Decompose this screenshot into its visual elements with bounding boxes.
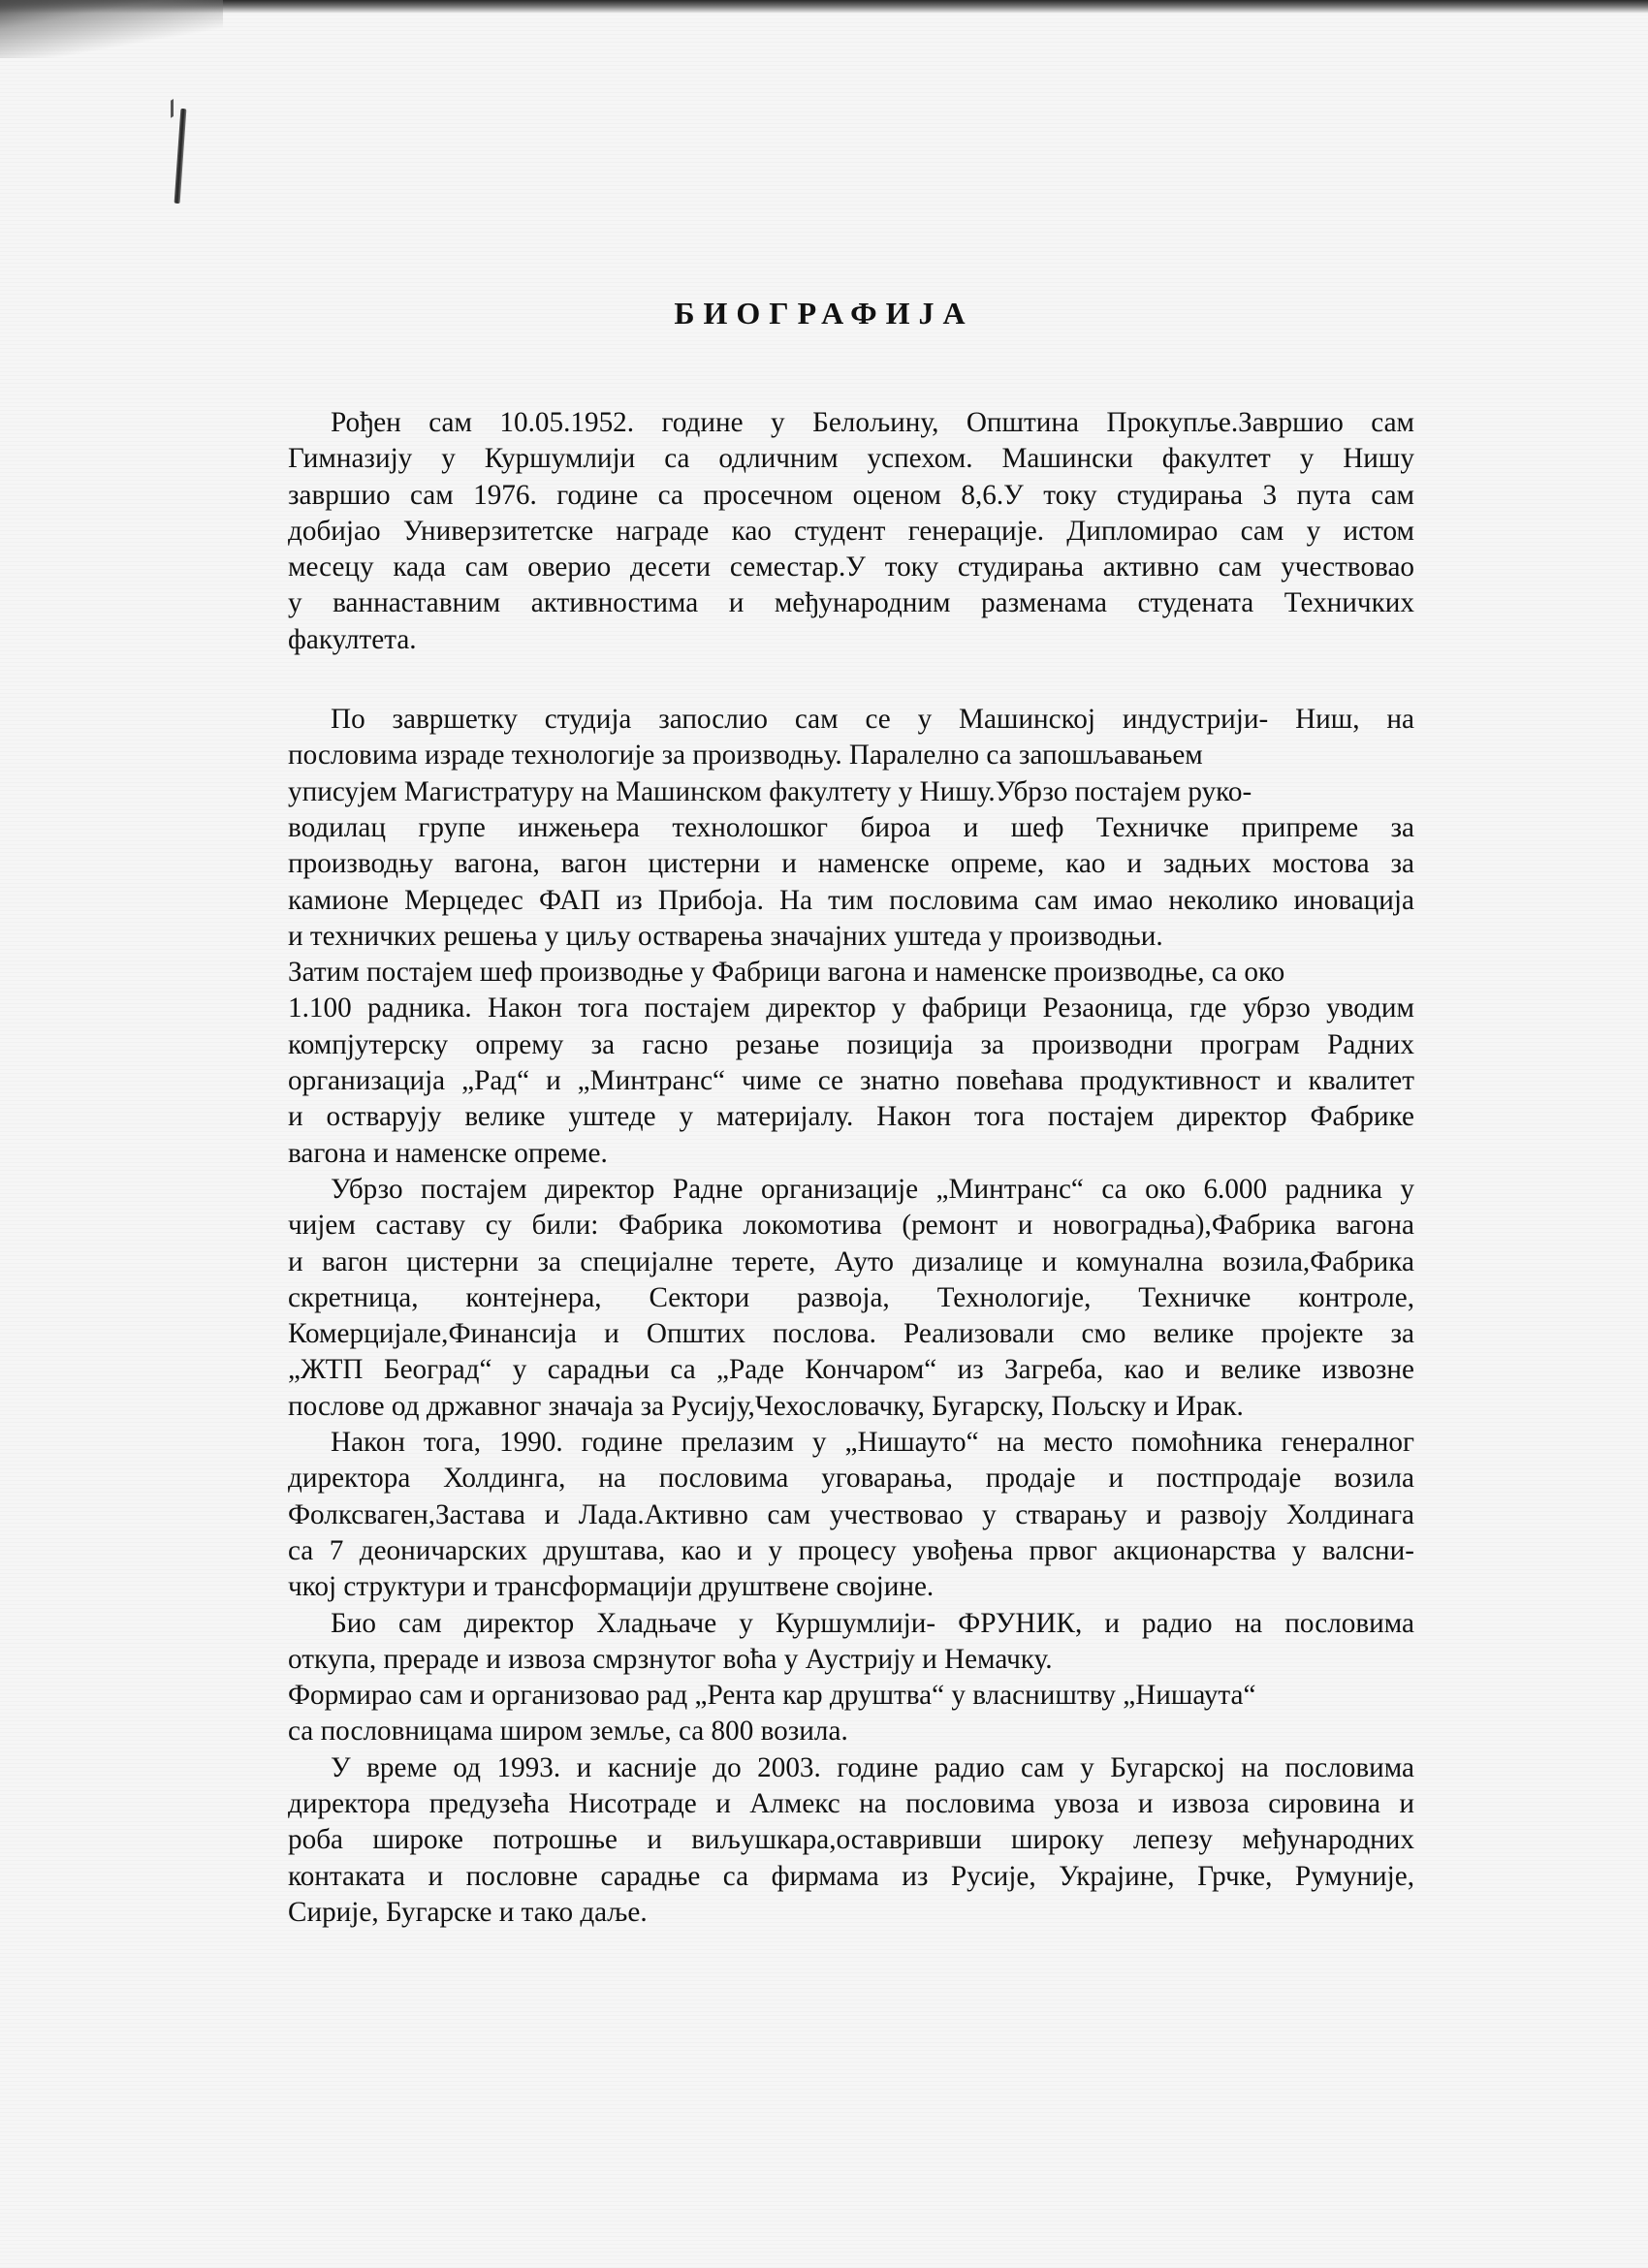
text-line: добијао Универзитетске награде као студент генерације. Дипломирао сам у истом [288, 515, 1414, 547]
text-line: Након тога, 1990. године прелазим у „Нишауто“ на место помоћника генералног [331, 1427, 1414, 1459]
text-line: У време од 1993. и касније до 2003. године радио сам у Бугарској на пословима [331, 1751, 1414, 1783]
text-line: и остварују велике уштеде у материјалу. Након тога постајем директор Фабрике [288, 1101, 1414, 1133]
text-line: Био сам директор Хладњаче у Куршумлији- ФРУНИК, и радио на пословима [331, 1607, 1414, 1639]
paragraph [288, 405, 1414, 658]
text-line: и вагон цистерни за специјалне терете, Ауто дизалице и комунална возила,Фабрика [288, 1245, 1414, 1277]
text-line: Гимназију у Куршумлији са одличним успехом. Машински факултет у Нишу [288, 443, 1414, 475]
text-line: завршио сам 1976. године са просечном оценом 8,6.У току студирања 3 пута сам [288, 479, 1414, 511]
text-line: у ваннаставним активностима и међународним разменама студената Техничких [288, 587, 1414, 619]
paragraph [288, 702, 1414, 1931]
scan-shadow-top [0, 0, 1648, 14]
text-line: вагона и наменске опреме. [288, 1137, 608, 1169]
text-line: водилац групе инжењера технолошког бироа и шеф Техничке припреме за [288, 811, 1414, 843]
text-line: са 7 деоничарских друштава, као и у процесу увођења првог акционарства у валсни- [288, 1534, 1414, 1566]
text-line: производњу вагона, вагон цистерни и наменске опреме, као и задњих мостова за [288, 848, 1414, 880]
text-line: и техничких решења у циљу остварења значајних уштеда у производњи. [288, 920, 1163, 952]
text-line: пословима израде технологије за производњу. Паралелно са запошљавањем [288, 740, 1203, 772]
text-line: Убрзо постајем директор Радне организације „Минтранс“ са око 6.000 радника у [331, 1173, 1414, 1205]
text-line: послове од државног значаја за Русију,Чехословачку, Бугарску, Пољску и Ирак. [288, 1390, 1244, 1422]
text-line: скретница, контејнера, Сектори развоја, Технологије, Техничке контроле, [288, 1281, 1414, 1313]
text-line: Формирао сам и организовао рад „Рента кар друштва“ у власништву „Нишаута“ [288, 1680, 1256, 1712]
text-line: организација „Рад“ и „Минтранс“ чиме се знатно повећава продуктивност и квалитет [288, 1065, 1414, 1097]
text-line: директора предузећа Нисотраде и Алмекс на пословима увоза и извоза сировина и [288, 1787, 1414, 1819]
text-line: месецу када сам оверио десети семестар.У току студирања активно сам учествовао [288, 551, 1414, 583]
document-title: БИОГРАФИЈА [674, 296, 974, 331]
text-line: Рођен сам 10.05.1952. године у Белољину, Општина Прокупље.Завршио сам [331, 407, 1414, 438]
text-line: роба широке потрошње и виљушкара,оставривши широку лепезу међународних [288, 1824, 1414, 1856]
text-line: директора Холдинга, на пословима уговарања, продаје и постпродаје возила [288, 1463, 1414, 1495]
text-line: компјутерску опрему за гасно резање позиција за производни програм Радних [288, 1028, 1414, 1060]
text-line: откупа, прераде и извоза смрзнутог воћа у Аустрију и Немачку. [288, 1643, 1053, 1675]
biography-body [288, 405, 1414, 1931]
text-line: Сирије, Бугарске и тако даље. [288, 1896, 648, 1928]
staple [174, 109, 187, 204]
text-line: са пословницама широм земље, са 800 возила. [288, 1716, 848, 1748]
text-line: „ЖТП Београд“ у сарадњи са „Раде Кончаром“ из Загреба, као и велике извозне [288, 1354, 1414, 1386]
text-line: чкој структури и трансформацији друштвене својине. [288, 1571, 935, 1603]
text-line: Фолксваген,Застава и Лада.Активно сам учествовао у стварању и развоју Холдинага [288, 1498, 1414, 1530]
paragraph-gap [288, 658, 1414, 702]
text-line: факултета. [288, 623, 417, 655]
text-line: камионе Мерцедес ФАП из Прибоја. На тим пословима сам имао неколико иновација [288, 884, 1414, 916]
text-line: уписујем Магистратуру на Машинском факултету у Нишу.Убрзо постајем руко- [288, 775, 1252, 807]
text-line: контаката и пословне сарадње са фирмама из Русије, Украјине, Грчке, Румуније, [288, 1860, 1414, 1892]
text-line: 1.100 радника. Након тога постајем директор у фабрици Резаоница, где убрзо уводим [288, 992, 1414, 1024]
text-line: По завршетку студија запослио сам се у Машинској индустрији- Ниш, на [331, 704, 1414, 736]
text-line: чијем саставу су били: Фабрика локомотива (ремонт и новоградња),Фабрика вагона [288, 1210, 1414, 1242]
scan-shadow-corner [0, 0, 223, 58]
text-line: Затим постајем шеф производње у Фабрици вагона и наменске производње, са око [288, 957, 1285, 989]
text-line: Комерцијале,Финансија и Општих послова. Реализовали смо велике пројекте за [288, 1318, 1414, 1350]
